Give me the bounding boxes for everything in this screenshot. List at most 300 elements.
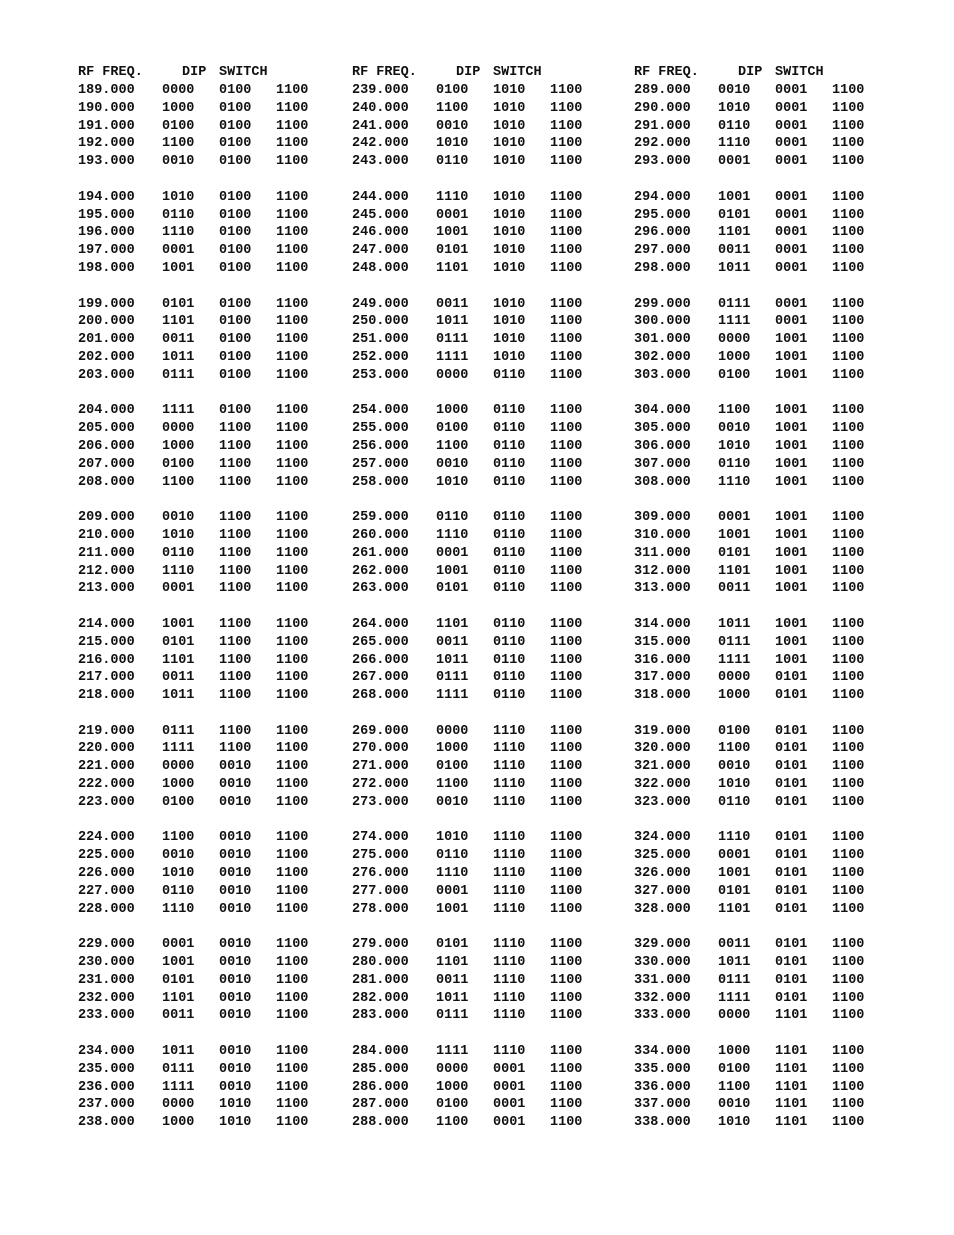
rf-frequency: 276.000 [352, 866, 409, 882]
rf-frequency: 299.000 [634, 296, 691, 312]
dip-bits-2: 1010 [493, 189, 526, 205]
rf-frequency: 272.000 [352, 777, 409, 793]
dip-bits-1: 1010 [436, 474, 469, 490]
dip-bits-2: 0010 [219, 759, 252, 775]
dip-bits-3: 1100 [276, 883, 309, 899]
dip-bits-2: 0010 [219, 955, 252, 971]
dip-bits-3: 1100 [276, 403, 309, 419]
rf-frequency: 284.000 [352, 1044, 409, 1060]
dip-bits-1: 0111 [162, 1061, 195, 1077]
rf-frequency: 287.000 [352, 1097, 409, 1113]
dip-bits-3: 1100 [832, 1044, 865, 1060]
dip-bits-1: 0011 [436, 972, 469, 988]
dip-bits-3: 1100 [550, 688, 583, 704]
dip-bits-2: 0010 [219, 901, 252, 917]
dip-bits-2: 1110 [493, 777, 526, 793]
rf-frequency: 304.000 [634, 403, 691, 419]
dip-bits-3: 1100 [832, 670, 865, 686]
dip-bits-3: 1100 [832, 990, 865, 1006]
rf-frequency: 258.000 [352, 474, 409, 490]
dip-bits-3: 1100 [276, 100, 309, 116]
dip-bits-3: 1100 [276, 421, 309, 437]
dip-bits-1: 0010 [436, 456, 469, 472]
dip-bits-2: 0100 [219, 207, 252, 223]
dip-header: DIP [738, 65, 763, 80]
dip-bits-2: 1100 [219, 474, 252, 490]
dip-bits-2: 1100 [219, 670, 252, 686]
rf-frequency: 256.000 [352, 438, 409, 454]
dip-bits-1: 0001 [162, 581, 195, 597]
dip-bits-3: 1100 [832, 1079, 865, 1095]
dip-bits-3: 1100 [276, 367, 309, 383]
dip-bits-1: 0100 [436, 1097, 469, 1113]
dip-bits-1: 1111 [162, 741, 195, 757]
dip-bits-2: 0100 [219, 83, 252, 98]
dip-bits-1: 1010 [162, 527, 195, 543]
dip-bits-2: 1001 [775, 403, 808, 419]
dip-bits-1: 1010 [718, 438, 751, 454]
dip-bits-3: 1100 [550, 1061, 583, 1077]
rf-frequency: 222.000 [78, 777, 135, 793]
dip-bits-2: 0100 [219, 403, 252, 419]
dip-bits-1: 1100 [162, 474, 195, 490]
dip-bits-2: 1001 [775, 581, 808, 597]
rf-frequency: 285.000 [352, 1061, 409, 1077]
dip-bits-3: 1100 [276, 314, 309, 330]
rf-frequency: 295.000 [634, 207, 691, 223]
dip-bits-2: 0110 [493, 652, 526, 668]
dip-bits-1: 1000 [162, 100, 195, 116]
rf-frequency: 262.000 [352, 563, 409, 579]
dip-bits-1: 0010 [718, 83, 751, 98]
rf-frequency: 308.000 [634, 474, 691, 490]
dip-bits-3: 1100 [550, 670, 583, 686]
dip-bits-1: 1001 [718, 866, 751, 882]
dip-bits-3: 1100 [832, 723, 865, 739]
rf-frequency: 243.000 [352, 154, 409, 170]
dip-bits-2: 1010 [493, 207, 526, 223]
dip-bits-2: 0101 [775, 883, 808, 899]
rf-frequency: 269.000 [352, 723, 409, 739]
dip-bits-3: 1100 [832, 652, 865, 668]
rf-frequency: 216.000 [78, 652, 135, 668]
rf-frequency: 221.000 [78, 759, 135, 775]
dip-bits-3: 1100 [550, 367, 583, 383]
dip-bits-2: 1100 [219, 741, 252, 757]
dip-bits-2: 1010 [493, 260, 526, 276]
dip-bits-1: 1110 [718, 474, 751, 490]
dip-bits-3: 1100 [276, 332, 309, 348]
dip-bits-2: 1001 [775, 474, 808, 490]
rf-frequency: 240.000 [352, 100, 409, 116]
dip-bits-3: 1100 [832, 83, 865, 98]
rf-frequency: 322.000 [634, 777, 691, 793]
rf-frequency: 271.000 [352, 759, 409, 775]
dip-bits-3: 1100 [832, 741, 865, 757]
rf-frequency: 265.000 [352, 634, 409, 650]
rf-frequency: 279.000 [352, 937, 409, 953]
dip-bits-2: 0101 [775, 830, 808, 846]
dip-bits-3: 1100 [276, 866, 309, 882]
rf-frequency: 246.000 [352, 225, 409, 241]
rf-frequency: 283.000 [352, 1008, 409, 1024]
dip-bits-1: 1101 [718, 225, 751, 241]
dip-bits-3: 1100 [276, 189, 309, 205]
rf-frequency: 335.000 [634, 1061, 691, 1077]
dip-bits-2: 0001 [775, 154, 808, 170]
dip-bits-3: 1100 [550, 866, 583, 882]
rf-frequency: 311.000 [634, 545, 691, 561]
dip-bits-3: 1100 [832, 154, 865, 170]
dip-bits-2: 1001 [775, 349, 808, 365]
dip-bits-1: 0001 [718, 154, 751, 170]
dip-bits-2: 1001 [775, 634, 808, 650]
rf-frequency: 190.000 [78, 100, 135, 116]
rf-frequency: 217.000 [78, 670, 135, 686]
rf-frequency: 252.000 [352, 349, 409, 365]
dip-bits-2: 1010 [493, 154, 526, 170]
dip-bits-2: 0101 [775, 972, 808, 988]
rf-frequency: 255.000 [352, 421, 409, 437]
rf-frequency: 326.000 [634, 866, 691, 882]
dip-bits-1: 1010 [162, 866, 195, 882]
dip-bits-2: 0110 [493, 367, 526, 383]
dip-bits-2: 0110 [493, 545, 526, 561]
dip-bits-1: 1001 [718, 527, 751, 543]
dip-bits-2: 0100 [219, 243, 252, 259]
dip-bits-3: 1100 [550, 1044, 583, 1060]
dip-bits-2: 1001 [775, 456, 808, 472]
dip-bits-1: 0001 [436, 207, 469, 223]
rf-frequency: 241.000 [352, 118, 409, 134]
rf-frequency: 289.000 [634, 83, 691, 98]
dip-bits-1: 0100 [436, 759, 469, 775]
dip-bits-2: 0010 [219, 777, 252, 793]
dip-bits-3: 1100 [276, 456, 309, 472]
dip-bits-1: 0111 [718, 972, 751, 988]
rf-frequency: 259.000 [352, 510, 409, 526]
dip-bits-1: 0000 [162, 1097, 195, 1113]
dip-bits-1: 0001 [718, 510, 751, 526]
dip-bits-2: 1001 [775, 527, 808, 543]
dip-bits-3: 1100 [832, 794, 865, 810]
rf-frequency: 323.000 [634, 794, 691, 810]
rf-frequency: 219.000 [78, 723, 135, 739]
dip-bits-3: 1100 [550, 581, 583, 597]
dip-bits-3: 1100 [276, 901, 309, 917]
rf-frequency: 249.000 [352, 296, 409, 312]
dip-bits-1: 1001 [162, 616, 195, 632]
dip-bits-3: 1100 [276, 474, 309, 490]
dip-bits-2: 0101 [775, 990, 808, 1006]
rf-frequency: 301.000 [634, 332, 691, 348]
dip-bits-2: 0110 [493, 688, 526, 704]
dip-bits-3: 1100 [550, 830, 583, 846]
dip-bits-2: 0110 [493, 616, 526, 632]
dip-bits-2: 0010 [219, 1061, 252, 1077]
rf-frequency: 302.000 [634, 349, 691, 365]
dip-bits-2: 1101 [775, 1044, 808, 1060]
dip-bits-3: 1100 [550, 616, 583, 632]
dip-bits-1: 0000 [162, 421, 195, 437]
dip-bits-2: 1010 [493, 243, 526, 259]
dip-bits-1: 0110 [436, 154, 469, 170]
dip-bits-3: 1100 [276, 777, 309, 793]
dip-bits-2: 1110 [493, 955, 526, 971]
rf-frequency: 324.000 [634, 830, 691, 846]
dip-bits-2: 0110 [493, 670, 526, 686]
dip-bits-1: 1010 [436, 830, 469, 846]
dip-header: DIP [182, 65, 207, 80]
dip-bits-3: 1100 [550, 527, 583, 543]
dip-bits-2: 1110 [493, 723, 526, 739]
dip-bits-2: 0101 [775, 670, 808, 686]
dip-bits-1: 0100 [718, 1061, 751, 1077]
dip-bits-1: 0110 [162, 883, 195, 899]
dip-bits-1: 1100 [718, 741, 751, 757]
dip-bits-1: 1110 [162, 225, 195, 241]
rf-frequency: 309.000 [634, 510, 691, 526]
rf-frequency: 224.000 [78, 830, 135, 846]
rf-frequency: 297.000 [634, 243, 691, 259]
dip-bits-3: 1100 [832, 972, 865, 988]
dip-header: DIP [456, 65, 481, 80]
rf-frequency: 313.000 [634, 581, 691, 597]
dip-bits-2: 1100 [219, 421, 252, 437]
dip-bits-1: 1010 [718, 777, 751, 793]
dip-bits-3: 1100 [832, 260, 865, 276]
dip-bits-2: 1101 [775, 1079, 808, 1095]
dip-bits-1: 1011 [718, 616, 751, 632]
dip-bits-2: 1110 [493, 759, 526, 775]
dip-bits-2: 0010 [219, 1044, 252, 1060]
dip-bits-3: 1100 [550, 937, 583, 953]
rf-frequency: 318.000 [634, 688, 691, 704]
dip-bits-3: 1100 [550, 225, 583, 241]
dip-bits-3: 1100 [276, 207, 309, 223]
dip-bits-2: 0101 [775, 759, 808, 775]
dip-bits-3: 1100 [832, 189, 865, 205]
dip-bits-2: 1100 [219, 688, 252, 704]
rf-frequency: 274.000 [352, 830, 409, 846]
rf-frequency: 208.000 [78, 474, 135, 490]
dip-bits-2: 1110 [493, 866, 526, 882]
dip-bits-2: 0101 [775, 794, 808, 810]
dip-bits-1: 1100 [436, 100, 469, 116]
dip-bits-1: 1000 [436, 403, 469, 419]
dip-bits-1: 1111 [436, 688, 469, 704]
dip-bits-1: 1111 [162, 1079, 195, 1095]
rf-frequency: 218.000 [78, 688, 135, 704]
dip-bits-3: 1100 [550, 723, 583, 739]
dip-bits-1: 1010 [436, 136, 469, 152]
dip-bits-2: 1010 [493, 136, 526, 152]
dip-bits-2: 0010 [219, 972, 252, 988]
dip-bits-2: 0010 [219, 866, 252, 882]
dip-bits-2: 0100 [219, 349, 252, 365]
dip-bits-3: 1100 [550, 510, 583, 526]
dip-bits-3: 1100 [550, 118, 583, 134]
rf-frequency: 321.000 [634, 759, 691, 775]
dip-bits-3: 1100 [550, 189, 583, 205]
rf-frequency: 201.000 [78, 332, 135, 348]
dip-bits-2: 1010 [219, 1097, 252, 1113]
dip-bits-3: 1100 [276, 1097, 309, 1113]
dip-bits-3: 1100 [550, 314, 583, 330]
dip-bits-2: 1101 [775, 1061, 808, 1077]
dip-bits-3: 1100 [832, 118, 865, 134]
dip-bits-1: 0100 [436, 83, 469, 98]
dip-bits-3: 1100 [832, 616, 865, 632]
dip-bits-1: 1000 [162, 438, 195, 454]
dip-bits-3: 1100 [276, 634, 309, 650]
rf-frequency: 334.000 [634, 1044, 691, 1060]
dip-bits-2: 0001 [775, 100, 808, 116]
dip-bits-2: 1100 [219, 723, 252, 739]
rf-frequency: 317.000 [634, 670, 691, 686]
dip-bits-1: 1010 [718, 100, 751, 116]
dip-bits-3: 1100 [276, 1044, 309, 1060]
dip-bits-3: 1100 [832, 421, 865, 437]
dip-bits-2: 1010 [493, 100, 526, 116]
dip-bits-1: 0110 [162, 207, 195, 223]
dip-bits-1: 0011 [718, 581, 751, 597]
dip-bits-3: 1100 [276, 1115, 309, 1131]
dip-bits-1: 0000 [436, 367, 469, 383]
rf-frequency: 296.000 [634, 225, 691, 241]
rf-frequency: 235.000 [78, 1061, 135, 1077]
rf-frequency: 233.000 [78, 1008, 135, 1024]
dip-bits-1: 0111 [162, 367, 195, 383]
dip-bits-3: 1100 [276, 527, 309, 543]
rf-frequency: 266.000 [352, 652, 409, 668]
rf-frequency: 263.000 [352, 581, 409, 597]
dip-bits-1: 1110 [436, 866, 469, 882]
dip-bits-1: 1110 [436, 527, 469, 543]
dip-bits-1: 0100 [436, 421, 469, 437]
dip-bits-1: 0110 [436, 510, 469, 526]
dip-bits-1: 0111 [436, 670, 469, 686]
rf-frequency: 336.000 [634, 1079, 691, 1095]
rf-frequency: 315.000 [634, 634, 691, 650]
dip-bits-2: 1010 [219, 1115, 252, 1131]
dip-bits-1: 0010 [718, 421, 751, 437]
dip-bits-1: 1101 [436, 616, 469, 632]
dip-bits-3: 1100 [550, 545, 583, 561]
dip-bits-2: 0001 [775, 296, 808, 312]
rf-frequency: 281.000 [352, 972, 409, 988]
dip-bits-3: 1100 [832, 901, 865, 917]
dip-bits-1: 1011 [718, 955, 751, 971]
dip-bits-2: 0110 [493, 510, 526, 526]
dip-bits-3: 1100 [276, 830, 309, 846]
dip-bits-2: 0101 [775, 723, 808, 739]
dip-bits-2: 0101 [775, 955, 808, 971]
dip-bits-2: 0101 [775, 937, 808, 953]
dip-bits-1: 1011 [162, 1044, 195, 1060]
dip-bits-1: 1110 [162, 563, 195, 579]
rf-frequency: 239.000 [352, 83, 409, 98]
dip-bits-2: 0100 [219, 136, 252, 152]
rf-frequency: 231.000 [78, 972, 135, 988]
dip-bits-3: 1100 [832, 243, 865, 259]
dip-bits-1: 1100 [436, 777, 469, 793]
dip-bits-3: 1100 [276, 243, 309, 259]
dip-bits-3: 1100 [550, 421, 583, 437]
dip-bits-1: 1110 [162, 901, 195, 917]
dip-bits-1: 0110 [162, 545, 195, 561]
dip-bits-2: 0010 [219, 937, 252, 953]
rf-frequency: 236.000 [78, 1079, 135, 1095]
dip-bits-3: 1100 [276, 723, 309, 739]
dip-bits-2: 0010 [219, 883, 252, 899]
dip-bits-2: 1001 [775, 652, 808, 668]
dip-bits-1: 0101 [162, 972, 195, 988]
rf-frequency: 194.000 [78, 189, 135, 205]
dip-bits-2: 1110 [493, 794, 526, 810]
dip-bits-2: 0001 [775, 243, 808, 259]
rf-frequency: 254.000 [352, 403, 409, 419]
dip-bits-1: 1011 [162, 349, 195, 365]
dip-bits-2: 0010 [219, 794, 252, 810]
dip-bits-1: 0011 [718, 243, 751, 259]
dip-bits-3: 1100 [550, 901, 583, 917]
dip-bits-2: 0001 [775, 189, 808, 205]
dip-bits-1: 0101 [162, 296, 195, 312]
rf-frequency: 300.000 [634, 314, 691, 330]
dip-bits-1: 1111 [718, 990, 751, 1006]
dip-bits-3: 1100 [550, 1008, 583, 1024]
dip-bits-2: 1110 [493, 990, 526, 1006]
dip-bits-3: 1100 [832, 403, 865, 419]
rf-frequency: 333.000 [634, 1008, 691, 1024]
dip-bits-1: 1111 [718, 652, 751, 668]
dip-bits-3: 1100 [832, 1115, 865, 1131]
dip-bits-2: 1001 [775, 367, 808, 383]
dip-bits-3: 1100 [832, 225, 865, 241]
dip-bits-1: 0101 [718, 207, 751, 223]
dip-bits-2: 1100 [219, 545, 252, 561]
dip-bits-1: 0110 [718, 118, 751, 134]
rf-frequency: 316.000 [634, 652, 691, 668]
dip-bits-3: 1100 [832, 883, 865, 899]
dip-bits-1: 0001 [718, 848, 751, 864]
dip-bits-3: 1100 [832, 314, 865, 330]
dip-bits-3: 1100 [276, 937, 309, 953]
dip-bits-2: 0001 [493, 1097, 526, 1113]
rf-frequency: 310.000 [634, 527, 691, 543]
dip-bits-3: 1100 [550, 474, 583, 490]
dip-bits-2: 0001 [775, 314, 808, 330]
dip-bits-2: 0110 [493, 474, 526, 490]
dip-bits-2: 0001 [775, 118, 808, 134]
dip-bits-3: 1100 [276, 83, 309, 98]
rf-freq-header: RF FREQ. [78, 65, 143, 80]
rf-frequency: 204.000 [78, 403, 135, 419]
rf-frequency: 337.000 [634, 1097, 691, 1113]
dip-bits-3: 1100 [550, 652, 583, 668]
dip-bits-3: 1100 [276, 438, 309, 454]
rf-frequency: 228.000 [78, 901, 135, 917]
rf-freq-header: RF FREQ. [352, 65, 417, 80]
dip-bits-3: 1100 [276, 225, 309, 241]
dip-bits-2: 0001 [775, 260, 808, 276]
dip-bits-3: 1100 [550, 741, 583, 757]
dip-bits-1: 0000 [162, 759, 195, 775]
rf-frequency: 251.000 [352, 332, 409, 348]
rf-frequency: 195.000 [78, 207, 135, 223]
dip-bits-2: 0100 [219, 260, 252, 276]
